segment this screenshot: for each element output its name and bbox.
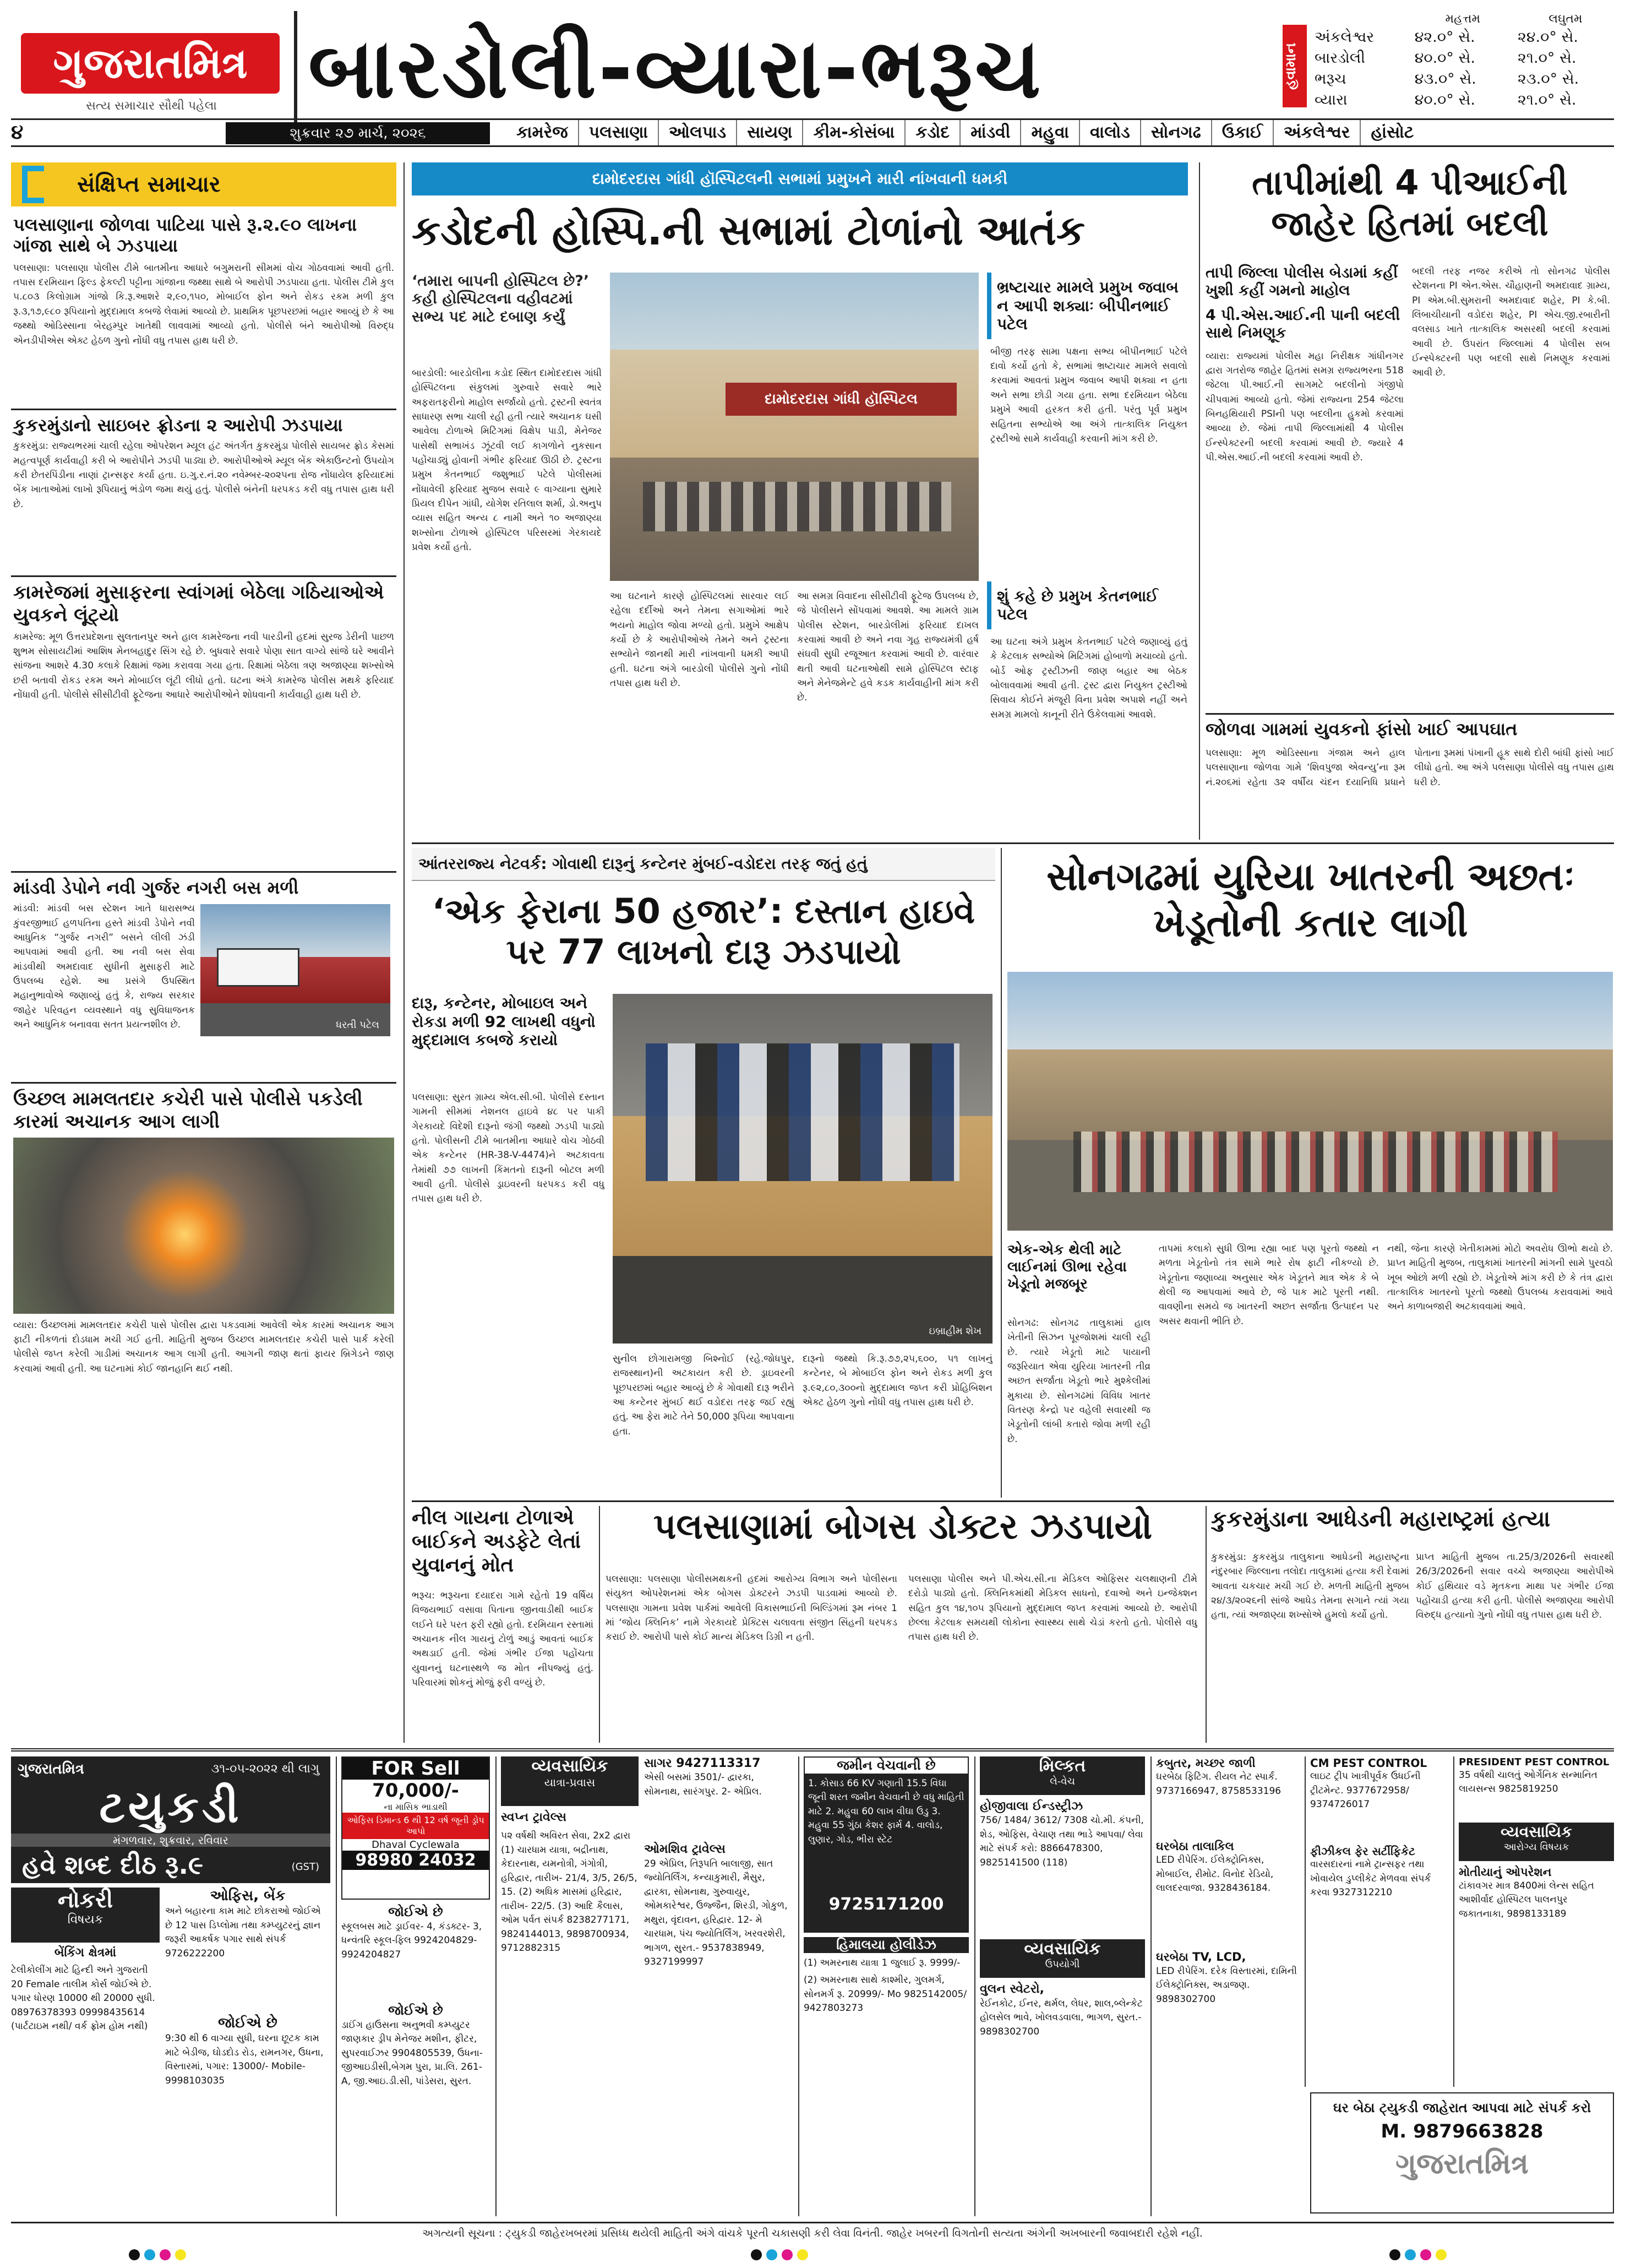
brief-body-2: કુકરમુંડા: રાજ્યભરમાં ચાલી રહેલા ઓપરેશન મ્યૂલ હંટ અંતર્ગત કુકરમુંડા પોલીસે સાયબર ફ્રોડ કેસમાં મહત્વપૂર્ણ કાર્યવાહી કરી બે આરોપીને ઝડપી પાડ્યા છે. આરોપીઓએ મ્યૂલ બેંક એકાઉન્ટનો ઉપયોગ કરી છેતરપિંડીના નાણાં ટ્રાન્સફર કર્યા હતા. ઇ.ગુ.ર.નં.૨૦ નવેમ્બર-૨૦૨૫ના રોજ નોંધાયેલ ફરિયાદમાં બેંક ખાતાઓમાં લાખો રૂપિયાનું ભંડોળ જમા થયું હતું. પોલીસે બંનેની ધરપકડ કરી વધુ તપાસ હાથ ધરી છે. (13, 440, 394, 510)
hospital-sidebar (987, 273, 1191, 834)
land-title: જમીન વેચવાની છે (805, 1758, 968, 1774)
hospital-story (412, 162, 1193, 840)
land-phone[interactable]: 9725171200 (828, 1894, 944, 1914)
town-links (506, 120, 1424, 145)
weather-row (1311, 69, 1617, 90)
nilgai-headline[interactable]: નીલ ગાયના ટોળાએ બાઈકને અડફેટે લેતાં યુવાનનું મોત (412, 1506, 581, 1577)
town-link[interactable]: કીમ-કોસંબા (802, 120, 904, 145)
transfer-headline[interactable]: તાપીમાંથી 4 પીઆઈની જાહેર હિતમાં બદલી (1252, 162, 1568, 244)
hospital-banner: દામોદરદાસ ગાંધી હૉસ્પિટલની સભામાં પ્રમુખને મારી નાંખવાની ધમકી (412, 162, 1188, 195)
transfer-body-1: વ્યારા: રાજ્યમાં પોલીસ મહા નિરીક્ષક ગાંધીનગર દ્વારા ગતરોજ જાહેર હિતમાં સમગ્ર રાજ્યભરના 518 જેટલા પી.આઈ.ની સાગમટે બદલીનો ગંજીપો ચીપવામાં આવ્યો હતો. જેમાં રાજ્યના 254 જેટલા બિનહથિયારી PSIની પણ બદલીના હુકમો કરવામાં આવ્યા છે. જેમાં તાપી જિલ્લામાંથી 4 પોલીસ ઈન્સ્પેક્ટરની બદલી કરવામાં આવી છે. જ્યારે 4 પી.એસ.આઈ.ની બદલી કરવામાં આવી છે. (1206, 350, 1404, 463)
tukdi-gst: (GST) (291, 1861, 319, 1873)
bus-photo (200, 904, 390, 1036)
urea-body-1: સોનગઢ: સોનગઢ તાલુકામાં હાલ ખેતીની સિઝન પૂરજોશમાં ચાલી રહી છે. ત્યારે ખેડૂતો માટે પાયાની જરૂરિયાત એવા યુરિયા ખાતરની તીવ્ર અછત સર્જાતા ખેડૂતો ભારે મુશ્કેલીમાં મુકાયા છે. સોનગઢમાં વિવિધ ખાતર વિતરણ કેન્દ્રો પર વહેલી સવારથી જ ખેડૂતોની લાંબી કતારો જોવા મળી રહી છે. (1007, 1318, 1150, 1445)
doctor-body-2: પલસાણા પોલીસ અને પી.એચ.સી.ના મેડિકલ ઓફિસર ચલથાણની ટીમે દરોડો પાડ્યો હતો. ક્લિનિકમાંથી મેડિકલ સાધનો, દવાઓ અને ઇન્જેક્શન સહિત કુલ ૧૪,૧૦૫ રૂપિયાનો મુદ્દામાલ જપ્ત કરવામાં આવ્યો છે. આરોપી છેલ્લા કેટલાક સમયથી લોકોના સ્વાસ્થ્ય સાથે ચેડાં કરતો હતો. પોલીસે વધુ તપાસ હાથ ધરી છે. (908, 1574, 1197, 1643)
milkat-title: મિલ્કત (1039, 1756, 1086, 1776)
urea-body-2: તાપમાં કલાકો સુધી ઊભા રહ્યા બાદ પણ પૂરતો જથ્થો ન મળતા ખેડૂતોનો તંત્ર સામે ભારે રોષ ફાટી નીકળ્યો છે. ખેડૂતોના જણાવ્યા અનુસાર એક ખેડૂતને માત્ર એક કે બે થેલી જ આપવામાં આવે છે, જે પાક માટે પૂરતી નથી. વાવણીના સમયે જ ખાતરની અછત સર્જાતા ઉત્પાદન પર અસર થવાની ભીતિ છે. (1159, 1243, 1379, 1327)
brief-title: સંક્ષિપ્ત સમાચાર (77, 172, 221, 197)
for-sell-brand: Dhaval Cyclewala (372, 1839, 460, 1851)
hospital-body-2: આ ઘટનાને કારણે હોસ્પિટલમાં સારવાર લઈ રહેલા દર્દીઓ અને તેમના સગાઓમાં ભારે ભયનો માહોલ જોવા મળ્યો હતો. પ્રમુખે આક્ષેપ કર્યો છે કે આરોપીઓએ તેમને અને ટ્રસ્ટના સભ્યોને જાનથી મારી નાંખવાની ધમકી આપી હતી. ઘટના અંગે બારડોલી પોલીસે ગુનો નોંધી તપાસ હાથ ધરી છે. (610, 591, 789, 689)
ghar-tv-title: ઘરબેઠા TV, LCD, (1156, 1950, 1246, 1964)
job-ad-2: અને બહારના કામ માટે છોકરાઓ જોઈએ છે 12 પાસ ડિપ્લોમા તથા કમ્પ્યુટરનું જ્ઞાન જરૂરી આકર્ષક પગાર સાથે સંપર્ક 9726222200 (165, 1906, 321, 1959)
police-officers-shape (646, 1043, 959, 1181)
urea-story (1007, 848, 1614, 1498)
tukdi-box (11, 1756, 330, 1883)
brief-headline-3[interactable]: કામરેજમાં મુસાફરના સ્વાંગમાં બેઠેલા ગઠિયાઓએ યુવકને લૂંટ્યો (13, 581, 384, 626)
town-link[interactable]: પલસાણા (578, 120, 658, 145)
naukri-badge (11, 1888, 160, 1943)
banking-title: બેંકિંગ ક્ષેત્રમાં (54, 1946, 117, 1960)
job-ad-1: ટેલીકોલીંગ માટે હિન્દી અને ગુજરાતી 20 Female તાલીમ કોર્સ જોઈએ છે. પગાર ધોરણ 10000 થી 20000 સુધી. 08976378393 09998435614 (પાર્ટટાઇમ નથી/ વર્ક ફ્રોમ હોમ નથી) (11, 1965, 155, 2032)
classifieds (11, 1756, 1614, 2219)
classifieds-col-4 (804, 1756, 969, 2216)
travel3-ad: 29 એપ્રિલ, તિરૂપતિ બાલાજી, સાત જ્યોતિર્લિંગ, કન્યાકુમારી, મૈસુર, દ્વારકા, સોમનાથ, ગુરુવાયુર, ઓમકારેશ્વર, ઉજ્જૈન, શિરડી, ગોકુળ, મથુરા, વૃંદાવન, હરિદ્વાર. 12- મે ચારધામ, પંચ જ્યોતિર્લિંગ, ખરવરશેરી, ભાગળ, સુરત.- 9537838949, 9327199997 (644, 1858, 788, 1968)
driver2-ad: ડાઈંગ હાઉસના અનુભવી કમ્પ્યુટર જાણકાર ડ્રીપ મેનેજર મશીન, ફીટર, સુપરવાઈઝર 9904805539, ઉધના-જીઆઇડીસી,બેગમ પુરા, પ્રા.લિ. 261-A, જી.આઇ.ડી.સી, પાંડેસરા, સુરત. (341, 2019, 483, 2087)
transfer-deck-1: તાપી જિલ્લા પોલીસ બેડામાં કહીં ખુશી કહીં ગમનો માહોલ (1206, 264, 1398, 300)
town-link[interactable]: હાંસોટ (1360, 120, 1424, 145)
travel-sub: યાત્રા-પ્રવાસ (544, 1776, 596, 1789)
cm-pest-ad: લાઇટ ટ્રીપ ખાત્રીપૂર્વક ઉધઈની ટ્રીટમેન્ટ. 9377672958/ 9374726017 (1310, 1771, 1421, 1810)
hospital-body-1: બારડોલી: બારડોલીના કડોદ સ્થિત દામોદરદાસ ગાંધી હોસ્પિટલના સંકુલમાં ગુરુવારે સવારે ભારે અફરાતફરીનો માહોલ સર્જાયો હતો. ટ્રસ્ટની સ્વતંત્ર સાધારણ સભા ચાલી રહી હતી ત્યારે અચાનક ઘસી આવેલા ટોળાએ મિટિંગમાં વિક્ષેપ પાડી, મેનેજર પાસેથી સભાખંડ ઝૂંટવી લઈ કાગળોને નુકસાન પહોંચાડ્યું હોવાની ગંભીર ફરિયાદ ઊઠી છે. ટ્રસ્ટના પ્રમુખ કેતનભાઈ જશુભાઈ પટેલે પોલીસમાં નોંધાવેલી ફરિયાદ મુજબ સવારે ૯ વાગ્યાના સુમારે પ્રિયલ દીપેન ગાંધી, યોગેશ રતિલાલ શર્મા, ડો.અનુપ વ્યાસ સહિત અન્ય ૮ નામી અને ૧૦ અજાણ્યા શખ્સોના ટોળાએ હોસ્પિટલ પરિસરમાં ગેરકાયદે પ્રવેશ કર્યો હતો. (412, 368, 602, 553)
tukdi-date: ૩૧-૦૫-૨૦૨૨ થી લાગુ (211, 1762, 319, 1776)
weather-table (1311, 11, 1617, 111)
weather-label: હવામાન (1283, 25, 1307, 107)
travel3-title: ઓમશિવ ટ્રાવેલ્સ (644, 1842, 726, 1857)
nilgai-story (412, 1506, 593, 1743)
logo-tagline: સત્ય સમાચાર સૌથી પહેલા (86, 99, 217, 113)
weather-head-max: મહત્તમ (1445, 12, 1481, 26)
transfer-deck-2: 4 પી.એસ.આઈ.ની પાની બદલી સાથે નિમણૂક (1206, 306, 1400, 342)
for-sell-sub: ના માસિક ભાડાથી (384, 1802, 448, 1812)
driver-ad: સ્કૂલબસ માટે ડ્રાઈવર- 4, કંડક્ટર- 3, ધન્વંતરિ સ્કૂલ-ફિલ 9924204829- 9924204827 (341, 1921, 482, 1960)
services-title: વ્યવસાયિક (1024, 1939, 1101, 1959)
town-link[interactable]: સોનગઢ (1140, 120, 1211, 145)
travel1-ad: ૫૨ વર્ષથી અવિરત સેવા, 2x2 દ્વારા (1) ચારધામ યાત્રા, બદ્રીનાથ, કેદારનાથ, યમનોત્રી, ગંગોત્રી, હરિદ્વાર, તારીખ- 21/4, 3/5, 26/5, 15. (2) અધિક માસમાં હરિદ્વાર, તારીખ- 22/5. (3) આદિ કૈલાસ, ઓમ પર્વત સંપર્ક 8238277171, 9824144013, 9898700934, 9712882315 (501, 1830, 637, 1954)
town-link[interactable]: સાયણ (736, 120, 802, 145)
town-link[interactable]: મહુવા (1020, 120, 1079, 145)
for-sell-title: FOR Sell (342, 1758, 489, 1780)
masthead-logo-block (11, 11, 297, 127)
classifieds-col-7 (1310, 1756, 1448, 2087)
job-ad-2-title: ઓફિસ, બેંક (210, 1888, 286, 1904)
hojiwala-title: હોજીવાલા ઈન્ડસ્ટ્રીઝ (980, 1799, 1083, 1813)
murder-headline[interactable]: કુકરમુંડાના આધેડની મહારાષ્ટ્રમાં હત્યા (1211, 1506, 1551, 1532)
weather-city: અંકલેશ્વર (1315, 29, 1375, 46)
weather-min: ૨૧.૦° સે. (1517, 91, 1577, 108)
ghar-repair-ad: LED રીપેરિંગ. ઈલેક્ટ્રોનિક્સ, મોબાઈલ, રીમોટ. વિનોદ રેડિયો, લાલદરવાજા. 9328436184. (1156, 1854, 1274, 1894)
services-badge (980, 1939, 1145, 1978)
contact-title: ઘર બેઠા ટ્યુકડી જાહેરાત આપવા માટે સંપર્ક કરો (1333, 2100, 1591, 2115)
nilgai-body: ભરૂચ: ભરૂચના દયાદરા ગામે રહેતો 19 વર્ષિય વિજયભાઈ વસાવા પિતાના જીનવાડીથી બાઈક લઈને ઘરે પરત ફરી રહ્યો હતો. દરમિયાન રસ્તામાં અચાનક નીલ ગાયનું ટોળું આડું આવતાં બાઈક અથડાઈ હતી. જેમાં ગંભીર ઈજા પહોંચતા યુવાનનું ઘટનાસ્થળે જ મોત નીપજ્યું હતું. પરિવારમાં શોકનું મોજું ફરી વળ્યું છે. (412, 1590, 593, 1689)
weather-head-min: લઘુતમ (1548, 12, 1583, 26)
brief-body-5: વ્યારા: ઉચ્છલમાં મામલતદાર કચેરી પાસે પોલીસ દ્વારા પકડવામાં આવેલી એક કારમાં અચાનક આગ ફાટી નીકળતાં દોડધામ મચી ગઈ હતી. માહિતી મુજબ ઉચ્છલ મામલતદાર કચેરી પાસે પાર્ક કરેલી પોલીસે જપ્ત કરેલી ગાડીમાં અચાનક આગ લાગી હતી. આગની જાણ થતાં ફાયર બ્રિગેડને જાણ કરવામાં આવી હતી. આ ઘટનામાં કોઈ જાનહાનિ થઈ નથી. (13, 1319, 394, 1374)
classifieds-col-5 (980, 1756, 1145, 2216)
weather-max: ૪૩.૦° સે. (1414, 70, 1476, 88)
naukri-sub: વિષયક (67, 1913, 103, 1927)
brief-headline-5[interactable]: ઉચ્છલ મામલતદાર કચેરી પાસે પોલીસે પકડેલી કારમાં અચાનક આગ લાગી (13, 1088, 363, 1133)
land-ad[interactable] (804, 1756, 969, 1933)
liquor-story (412, 848, 995, 1498)
bus-shape (217, 948, 299, 987)
hospital-headline[interactable]: કડોદની હોસ્પિ.ની સભામાં ટોળાંનો આતંક (412, 207, 1086, 254)
transfer-story (1206, 162, 1614, 840)
milkat-badge (980, 1756, 1145, 1795)
weather-max: ૪૦.૦° સે. (1414, 91, 1475, 108)
bus-photo-credit: ધરતી પટેલ (336, 1019, 379, 1031)
murder-body-2: પ્રાપ્ત માહિતી મુજબ તા.25/3/2026ની સવારથી 26/3/2026ની સવાર વચ્ચે અજાણ્યા આરોપીએ કોઈ હથિયાર વડે મૃતકના માથા પર ગંભીર ઈજા પહોંચાડી હત્યા કરી હતી. પોલીસે અજાણ્યા આરોપી વિરુદ્ધ હત્યાનો ગુનો નોંધી વધુ તપાસ હાથ ધરી છે. (1416, 1552, 1614, 1621)
for-sell-price: 70,000/- (372, 1780, 459, 1802)
milkat-sub: લે-વેચ (1050, 1776, 1075, 1787)
cataract-title: મોતીયાનું ઓપરેશન (1459, 1865, 1552, 1879)
land-text: 1. કોસાડ 66 KV ગણાતી 15.5 વિઘા જૂની શરત જમીન વેચવાની છે વધુ માહિતી માટે 2. મહુવા 60 લાખ વીઘા ઉડુ 3. મહુવા 55 ગુંઠા કેશર ફાર્મ 4. વાલોડ, લુણાર, ગોડ, ભીરા સ્ટેટ (808, 1777, 964, 1845)
brief-body-4: માંડવી: માંડવી બસ સ્ટેશન ખાતે ધારાસભ્ય કુંવરજીભાઈ હળપતિના હસ્તે માંડવી ડેપોને નવી આધુનિક “ગુર્જર નગરી” બસને લીલી ઝંડી આપવામાં આવી હતી. આ નવી બસ સેવા માંડવીથી અમદાવાદ સુધીની મુસાફરી માટે ઉપલબ્ધ રહેશે. આ પ્રસંગે ઉપસ્થિત મહાનુભાવોએ જણાવ્યું હતું કે, રાજ્ય સરકાર જાહેર પરિવહન વ્યવસ્થાને વધુ સુવિધાજનક અને આધુનિક બનાવવા સતત પ્રયત્નશીલ છે. (13, 903, 195, 1030)
classifieds-col-6 (1156, 1756, 1299, 2216)
weather-row (1311, 90, 1617, 111)
cataract-ad: ટાંકાવગર માત્ર 8400માં લેન્સ સહિત આશીર્વાદ હોસ્પિટલ પાલનપુર જકાતનાકા, 9898133189 (1459, 1880, 1594, 1919)
president-title: PRESIDENT PEST CONTROL (1459, 1756, 1610, 1768)
town-link[interactable]: ઉકાઈ (1211, 120, 1273, 145)
side-body-2: આ ઘટના અંગે પ્રમુખ કેતનભાઈ પટેલે જણાવ્યું હતું કે કેટલાક સભ્યોએ મિટિંગમાં હોબાળો મચાવ્યો હતો. બોર્ડ ઓફ ટ્રસ્ટીઝની જાણ બહાર આ બેઠક બોલાવવામાં આવી હતી. ટ્રસ્ટ દ્વારા નિયુક્ત ટ્રસ્ટીઓ સિવાય કોઈને મંજૂરી વિના પ્રવેશ અપાશે નહીં અને સમગ્ર મામલો કાનૂની રીતે ઉકેલવામાં આવશે. (990, 636, 1187, 720)
urea-photo (1007, 972, 1613, 1231)
brief-headline-2[interactable]: કુકરમુંડાનો સાઇબર ફ્રોડના ૨ આરોપી ઝડપાયા (13, 414, 343, 436)
tukdi-logo: ગુજરાતમિત્ર (18, 1761, 84, 1777)
liquor-deck: દારૂ, કન્ટેનર, મોબાઇલ અને રોકડા મળી 92 લાખથી વધુનો મુદ્દામાલ કબજે કરાયો (412, 994, 596, 1049)
classifieds-col-8 (1459, 1756, 1614, 2087)
edition-title: બારડોલી-વ્યારા-ભરૂચ (308, 21, 1043, 117)
tukdi-rate: હવે શબ્દ દીઠ રૂ.૯ (22, 1850, 204, 1880)
weather-max: ૪૨.૦° સે. (1414, 29, 1475, 46)
classifieds-col-1 (11, 1756, 330, 2216)
registration-marks-left (127, 2249, 188, 2262)
travel2-title: સાગર 9427113317 (644, 1756, 761, 1770)
weather-min: ૨૩.૦° સે. (1517, 70, 1579, 88)
president-ad: 35 વર્ષથી ચાલતું ઓર્ગેનિક સન્માનિત લાયસન્સ 9825819250 (1459, 1769, 1597, 1795)
side-body-1: બીજી તરફ સામા પક્ષના સભ્ય બીપીનભાઈ પટેલે દાવો કર્યો હતો કે, સભામાં ભ્રષ્ટાચાર મામલે સવાલો કરવામાં આવતાં પ્રમુખ જવાબ આપી શક્યા ન હતા અને સભા છોડી ગયા હતા. સભા દરમિયાન બેઠેલા પ્રમુખે આવી હરકત કરી હતી. પરંતુ પૂર્વ પ્રમુખ સહિતના સભ્યોએ આ અંગે તાત્કાલિક નિયુક્ત ટ્રસ્ટીઓ સામે કાર્યવાહી કરવાની માંગ કરી છે. (990, 346, 1187, 444)
side-title-1[interactable]: ભ્રષ્ટાચાર મામલે પ્રમુખ જવાબ ન આપી શક્યાઃ બીપીનભાઈ પટેલ (987, 273, 1191, 339)
medical-sub: આરોગ્ય વિષયક (1503, 1841, 1569, 1853)
medical-title: વ્યવસાયિક (1501, 1822, 1572, 1841)
newspaper-logo[interactable]: ગુજરાતમિત્ર (21, 33, 280, 94)
weather-max: ૪૦.૦° સે. (1414, 50, 1475, 67)
urea-headline[interactable]: સોનગઢમાં યુરિયા ખાતરની અછતઃ ખેડૂતોની કતાર લાગી (1046, 854, 1575, 945)
classifieds-col-3 (501, 1756, 793, 2216)
liquor-photo-credit: ઇબ્રાહીમ શેખ (929, 1325, 981, 1337)
urea-body-3: નથી, જેના કારણે ખેતીકામમાં મોટો અવરોધ ઊભો થયો છે. પ્રાપ્ત માહિતી મુજબ, તાલુકામાં ખાતરની માંગની સામે પુરવઠો ખૂબ ઓછો મળી રહ્યો છે. ખેડૂતોએ માંગ કરી છે કે તંત્ર દ્વારા તાત્કાલિક ખાતરનો પૂરતો જથ્થો ઉપલબ્ધ કરાવવામાં આવે અને કાળાબજારી અટકાવવામાં આવે. (1387, 1243, 1613, 1313)
brief-headline-1[interactable]: પલસાણાના જોળવા પાટિયા પાસે રૂ.૨.૯૦ લાખના ગાંજા સાથે બે ઝડપાયા (13, 214, 357, 257)
brief-column (11, 162, 396, 1743)
hospital-quote: ‘તમારા બાપની હોસ્પિટલ છે?’ કહી હોસ્પિટલના વહીવટમાં સભ્ય પદ માટે દબાણ કર્યું (412, 273, 590, 325)
job-ad-3: 9:30 થી 6 વાગ્યા સુધી, ઘરના છૂટક કામ માટે બેડીજ, ઘોડદોડ રોડ, રામનગર, ઉધના, વિસ્તારમાં, પગાર: 13000/- Mobile- 9998103035 (165, 2033, 324, 2086)
cm-pest-title: CM PEST CONTROL (1310, 1756, 1427, 1770)
weather-box (1283, 11, 1618, 113)
travel-badge (501, 1756, 639, 1806)
town-link[interactable]: ઓલપાડ (658, 120, 736, 145)
pest-title: કબુતર, મચ્છર જાળી (1156, 1756, 1256, 1770)
town-link[interactable]: કામરેજ (516, 123, 568, 142)
brief-header (11, 162, 396, 206)
physical-title: ફીઝીકલ ફેર સર્ટીફિકેટ (1310, 1845, 1415, 1858)
pest-ad: ઘરબેઠા ફિટિંગ. રીયલ નેટ સ્પાર્ક. 9737166947, 8758533196 (1156, 1771, 1282, 1797)
hospital-photo (610, 273, 979, 581)
himalaya-line-2: (2) અમરનાથ સાથે કાશ્મીર, ગુલમર્ગ, સોનમર્ગ રૂ. 20999/- Mo 9825142005/ 9427803273 (804, 1975, 967, 2014)
tukdi-contact-box[interactable] (1310, 2092, 1614, 2213)
naukri-title: નોકરી (57, 1888, 113, 1913)
weather-city: ભરૂચ (1315, 70, 1346, 88)
liquor-photo (613, 994, 993, 1344)
town-link[interactable]: વાલોડ (1079, 120, 1140, 145)
car-fire-photo (13, 1138, 394, 1314)
doctor-body-1: પલસાણા: પલસાણા પોલીસમથકની હદમાં આરોગ્ય વિભાગ અને પોલીસના સંયુક્ત ઓપરેશનમાં એક બોગસ ડોક્ટરને ઝડપી પાડવામાં આવ્યો છે. પલસાણા ગામના પ્રવેશ પાર્કમાં આવેલી વિકાસભાઈની બિલ્ડિંગમાં રૂમ નંબર 1 માં ‘જોય ક્લિનિક’ નામે ગેરકાયદે પ્રેક્ટિસ ચલાવતા સંજીત સિંહની ધરપકડ કરાઈ છે. આરોપી પાસે કોઈ માન્ય મેડિકલ ડિગ્રી ન હતી. (606, 1574, 897, 1643)
tukdi-title: ટયુકડી (99, 1781, 242, 1832)
himalaya-line-1: (1) અમરનાથ યાત્રા 1 જુલાઈ રૂ. 9999/- (804, 1957, 961, 1968)
for-sell-phone[interactable]: 98980 24032 (342, 1851, 489, 1870)
brief-body-3: કામરેજ: મૂળ ઉત્તરપ્રદેશના સુલતાનપુર અને હાલ કામરેજના નવી પારડીની હદમાં સુરજ ડેરીની પાછળ શુભમ સોસાયટીમાં આશિષ મેનબહાદુર સિંગ રહે છે. બુધવારે સવારે પોણા સાત વાગ્યે સાંજે ઘરે આવીને સાંજના આશરે 4.30 કલાકે રિક્ષામાં જમા કરાવવા ગયા હતા. રિક્ષામાં બેઠેલા ત્રણ અજાણ્યા શખ્સોએ છરી બતાવી રોકડ રકમ અને મોબાઈલ લૂંટી લીધો હતો. ઘટના અંગે કામરેજ પોલીસ મથકે ફરિયાદ નોંધાવી હતી. પોલીસે સીસીટીવી ફૂટેજના આધારે આરોપીઓને શોધવાની કાર્યવાહી હાથ ધરી છે. (13, 631, 394, 701)
farmer-queue-shape (1073, 1132, 1558, 1192)
classified-disclaimer: અગત્યની સૂચના : ટ્યુકડી જાહેરખબરમાં પ્રસિધ્ધ થયેલી માહિતી અંગે વાંચકે પૂરતી ચકાસણી કરી લેવા વિનંતી. જાહેર ખબરની વિગતોની સત્યતા અંગેની અખબારની જવાબદારી રહેશે નહીં. (422, 2227, 1203, 2239)
tukdi-days: મંગળવાર, શુક્રવાર, રવિવાર (11, 1834, 330, 1847)
suicide-body: પલસાણા: મૂળ ઓડિસ્સાના ગંજામ અને હાલ પલસાણાના જોળવા ગામે ‘શિવપુજા એવન્યુ’ના રૂમ નં.૨૦૬માં રહેતા ૩૨ વર્ષીય ચંદન દયાનિધિ પ્રધાને પોતાના રૂમમાં પંખાની હૂક સાથે દોરી બાંધી ફાંસો ખાઈ લીધો હતો. આ અંગે પલસાણા પોલીસે વધુ તપાસ હાથ ધરી છે. (1206, 748, 1614, 788)
doctor-story (606, 1506, 1200, 1743)
medical-badge (1459, 1823, 1614, 1861)
driver2-title: જોઈએ છે (388, 2002, 443, 2018)
physical-ad: વારસદારનાં નામે ટ્રાન્સફર તથા ખોવાયેલ ડુપ્લીકેટ મેળવવા સંપર્ક કરવા 9327312210 (1310, 1859, 1431, 1898)
weather-min: ૨૪.૦° સે. (1517, 29, 1578, 46)
murder-body-1: કુકરમુંડા: કુકરમુંડા તાલુકાના આધેડની મહારાષ્ટ્રના નંદુરબાર જિલ્લાના તલોદા તાલુકામાં હત્યા કરી દેવામાં આવતા ચકચાર મચી ગઈ છે. મળતી માહિતી મુજબ ૨૪/૩/૨૦૨૬ની સાંજે આધેડ તેમના સગાને ત્યાં ગયા હતા, ત્યાં અજાણ્યા શખ્સોએ હુમલો કર્યો હતો. (1211, 1552, 1409, 1621)
urea-caption: એક-એક થેલી માટે લાઈનમાં ઊભા રહેવા ખેડૂતો મજબૂર (1007, 1242, 1127, 1293)
side-title-2[interactable]: શું કહે છે પ્રમુખ કેતનભાઈ પટેલ (987, 581, 1191, 629)
ghar-repair-title: ઘરબેઠા તાલાકિલ (1156, 1840, 1234, 1853)
section-navbar (11, 118, 1614, 147)
registration-marks-center (749, 2249, 810, 2262)
page-number: ૪ (11, 121, 24, 144)
for-sell-ad[interactable] (341, 1756, 490, 1900)
weather-row (1311, 48, 1617, 69)
vulan-ad: રેઈનકોટ, ઈનર, થર્મલ, લેધર, શાલ,બ્લેન્કેટ હોલસેલ ભાવે, ખોલવડવાલા, ભાગળ, સુરત.- 9898302700 (980, 1998, 1143, 2037)
town-link[interactable]: અંકલેશ્વર (1273, 120, 1360, 145)
contact-phone[interactable]: M. 9879663828 (1381, 2120, 1544, 2142)
himalaya-title: હિમાલયા હોલીડેઝ (804, 1937, 969, 1953)
town-link[interactable]: માંડવી (959, 120, 1020, 145)
murder-story (1211, 1506, 1614, 1743)
classifieds-col-2 (341, 1756, 490, 2216)
weather-city: બારડોલી (1315, 50, 1365, 67)
crowd-shape (643, 482, 951, 531)
liquor-headline[interactable]: ‘એક ફેરાના 50 હજાર’: દસ્તાન હાઇવે પર 77 લાખનો દારૂ ઝડપાયો (432, 890, 975, 972)
liquor-kicker: આંતરરાજ્ય નેટવર્ક: ગોવાથી દારૂનું કન્ટેનર મુંબઈ-વડોદરા તરફ જતું હતું (412, 848, 995, 881)
suicide-headline[interactable]: જોળવા ગામમાં યુવકનો ફાંસો ખાઈ આપઘાત (1206, 719, 1518, 739)
travel1-title: સ્વપ્ન ટ્રાવેલ્સ (501, 1810, 566, 1824)
weather-city: વ્યારા (1315, 91, 1348, 108)
liquor-body-3: દારૂનો જથ્થો કિ.રૂ.૭૭,૨૫,૬૦૦, ૫૧ લાખનું કન્ટેનર, બે મોબાઈલ ફોન અને રોકડ મળી કુલ રૂ.૯૨,૮૦,૩૦૦નો મુદ્દામાલ જપ્ત કરી પ્રોહિબિશન એક્ટ હેઠળ ગુનો નોંધી વધુ તપાસ હાથ ધરી છે. (803, 1353, 993, 1408)
driver-title: જોઈએ છે (388, 1904, 443, 1919)
hospital-sign: દામોદરદાસ ગાંધી હૉસ્પિટલ (726, 383, 957, 416)
doctor-headline[interactable]: પલસાણામાં બોગસ ડોક્ટર ઝડપાયો (653, 1506, 1153, 1547)
travel-head: વ્યવસાયિક (531, 1756, 608, 1776)
travel2-ad: એસી બસમાં 3501/- દ્વારકા, સોમનાથ, સારંગપુર. 2- એપ્રિલ. (644, 1772, 762, 1797)
services-sub: ઉપયોગી (1045, 1959, 1080, 1971)
issue-date: શુક્રવાર ૨૭ માર્ચ, ૨૦૨૬ (226, 122, 490, 144)
for-sell-text: ઓફિસ ડિમાન્ડ 6 થી 12 વર્ષ જૂની ડ્રોપ આપો (342, 1813, 489, 1839)
brief-headline-4[interactable]: માંડવી ડેપોને નવી ગુર્જર નગરી બસ મળી (13, 877, 299, 898)
vulan-title: વુલન સ્વેટરો, (980, 1982, 1045, 1997)
town-link[interactable]: કડોદ (904, 120, 959, 145)
brief-body-1: પલસાણા: પલસાણા પોલીસ ટીમે બાતમીના આધારે બગુમરાની સીમમાં વોચ ગોઠવવામાં આવી હતી. તપાસ દરમિયાન ફિલ્ડ ફેકલ્ટી પટ્ટીના ગાંજાના જથ્થા સાથે બે આરોપી ઝડપાયા હતા. પોલીસ ટીમે કુલ ૫.૮૦૩ કિલોગ્રામ ગાંજો કિ.રૂ.આશરે ૨,૯૦,૧૫૦, મોબાઈલ ફોન અને રોકડ રકમ મળી કુલ રૂ.૩,૧૭,૯૮૦ રૂપિયાનો મુદ્દામાલ કબજે લેવામાં આવ્યો છે. પ્રાથમિક પૂછપરછમાં બહાર આવ્યું છે કે આ જથ્થો ઓડિસ્સાના બેરહમ્પુર ખાતેથી લાવવામાં આવ્યો હતો. પોલીસે બંને આરોપીઓ વિરુદ્ધ એનડીપીએસ એક્ટ હેઠળ ગુનો નોંધી વધુ તપાસ હાથ ધરી છે. (13, 262, 394, 346)
weather-row (1311, 27, 1617, 48)
hospital-body-3: આ સમગ્ર વિવાદના સીસીટીવી ફૂટેજ ઉપલબ્ધ છે, જે પોલીસને સોંપવામાં આવશે. આ મામલે ગ્રામ પોલીસ સ્ટેશન, બારડોલીમાં ફરિયાદ દાખલ કરવામાં આવી છે અને નવા ગૃહ રાજ્યમંત્રી હર્ષ સંઘવી સુધી રજૂઆત કરવામાં આવી છે. વારંવાર થતી આવી ઘટનાઓથી સામે હોસ્પિટલ સ્ટાફ અને મેનેજમેન્ટે હવે કડક કાર્યવાહીની માંગ કરી છે. (797, 591, 979, 704)
job-ad-3-title: જોઈએ છે (218, 2015, 277, 2032)
registration-marks-right (1387, 2249, 1449, 2262)
liquor-body-1: પલસાણા: સુરત ગ્રામ્ય એલ.સી.બી. પોલીસે દસ્તાન ગામની સીમમાં નેશનલ હાઇવે ૪૮ પર પાકી ગેરકાયદે વિદેશી દારૂનો જંગી જથ્થો ઝડપી પાડ્યો હતો. પોલીસની ટીમે બાતમીના આધારે વોચ ગોઠવી એક કન્ટેનર (HR-38-V-4474)ને અટકાવતા તેમાંથી ૭૭ લાખની કિંમતનો દારૂની બોટલ મળી આવી હતી. પોલીસે ડ્રાઇવરની ધરપકડ કરી વધુ તપાસ હાથ ધરી છે. (412, 1092, 604, 1205)
weather-min: ૨૧.૦° સે. (1517, 50, 1577, 67)
ghar-tv-ad: LED રીપેરિંગ. દરેક વિસ્તારમાં, દામિની ઈલેક્ટ્રોનિક્સ, અડાજણ. 9898302700 (1156, 1965, 1297, 2005)
liquor-body-2: સુનીલ છોગારામજી બિશ્નોઈ (રહે.જોધપુર, રાજસ્થાન)ની અટકાયત કરી છે. ડ્રાઇવરની પૂછપરછમાં બહાર આવ્યું છે કે ગોવાથી દારૂ ભરીને આ કન્ટેનર મુંબઈ થઈ વડોદરા તરફ જઈ રહ્યું હતું. આ ફેરા માટે તેને 50,000 રૂપિયા આપવાના હતા. (613, 1353, 794, 1437)
hojiwala-ad: 756/ 1484/ 3612/ 7308 ચો.મી. કંપની, શેડ, ઓફિસ, વેચાણ તથા ભાડે આપવા/ લેવા માટે સંપર્ક કરો: 8866478300, 9825141500 (118) (980, 1815, 1144, 1868)
transfer-body-2: બદલી તરફ નજર કરીએ તો સોનગઢ પોલીસ સ્ટેશનના PI એન.એસ. ચૌહાણની અમદાવાદ ગ્રામ્ય, PI એમ.બી.સુમરાની અમદાવાદ શહેર, PI કે.બી. લિંબાચીયાની વડોદરા શહેર, PI એચ.જી.રબારીની વલસાડ ખાતે તાત્કાલિક અસરથી બદલી કરવામાં આવી છે. ઉપરાંત જિલ્લામાં 4 પોલીસ સબ ઈન્સ્પેક્ટરની પણ બદલી સાથે નિમણૂક કરવામાં આવી છે. (1412, 266, 1610, 379)
contact-logo: ગુજરાતમિત્ર (1395, 2147, 1529, 2180)
